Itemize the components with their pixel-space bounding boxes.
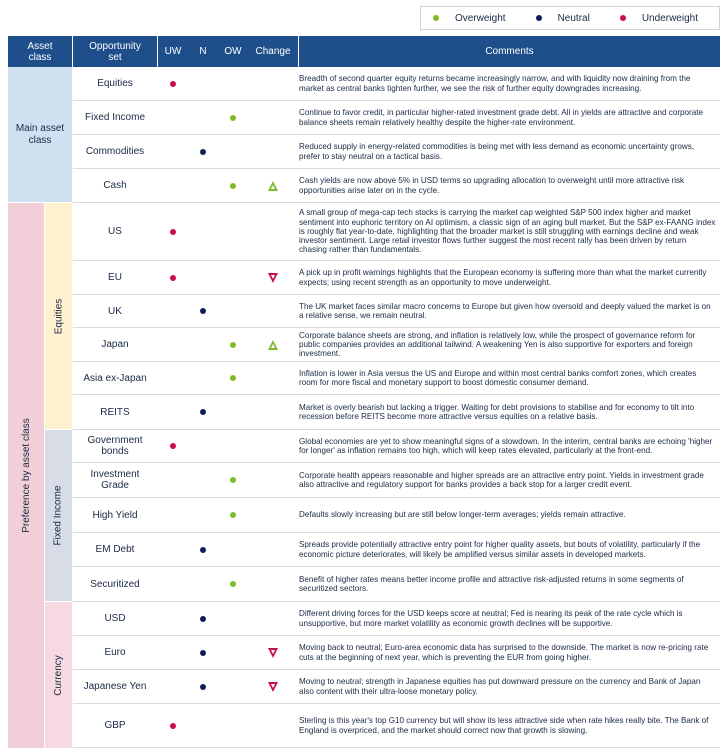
opportunity-name-reits: REITS	[100, 406, 130, 418]
n-cell	[188, 602, 218, 635]
ow-cell	[218, 169, 248, 202]
comment-text: Corporate health appears reasonable and higher spreads are an attractive entry point. Yields in investment grade also attractive and regulatory support for banks provides a back stop for a larger credit event.	[299, 470, 704, 489]
overweight-dot-icon	[433, 15, 439, 21]
comment-text: Cash yields are now above 5% in USD terms so upgrading allocation to overweight until more attractive risk opportunities arise later on in the cycle.	[299, 176, 685, 195]
uw-cell	[158, 430, 188, 462]
overweight-dot-icon	[230, 581, 236, 587]
n-cell	[188, 498, 218, 532]
legend-neutral	[536, 13, 590, 24]
table-row	[73, 567, 720, 602]
header-uw: UW	[158, 36, 188, 67]
n-cell	[188, 636, 218, 669]
uw-cell	[158, 567, 188, 601]
ow-cell	[218, 430, 248, 462]
opportunity-name-gbp: GBP	[104, 720, 126, 731]
change-cell	[248, 203, 298, 260]
n-cell	[188, 67, 218, 100]
legend-underweight	[620, 13, 698, 24]
n-cell	[188, 135, 218, 168]
legend-overweight-label: Overweight	[455, 12, 506, 24]
upgrade-triangle-icon	[268, 340, 278, 350]
neutral-dot-icon	[200, 616, 206, 622]
group-main-label: Main asset class	[15, 122, 65, 146]
table-row	[73, 261, 720, 295]
overweight-dot-icon	[230, 512, 236, 518]
table-row	[73, 203, 720, 261]
legend-underweight-label: Underweight	[641, 12, 698, 24]
table-row	[73, 135, 720, 169]
comment-text: Defaults slowly increasing but are still below longer-term averages; yields remain attractive.	[299, 510, 626, 520]
group-preference	[8, 203, 44, 748]
table-row	[73, 328, 720, 362]
table-row	[73, 362, 720, 395]
underweight-dot-icon	[170, 275, 176, 281]
underweight-dot-icon	[170, 443, 176, 449]
ow-cell	[218, 362, 248, 394]
uw-cell	[158, 704, 188, 747]
table-row	[73, 395, 720, 430]
comment-text: Different driving forces for the USD keeps score at neutral; Fed is nearing its peak of the rate cycle which is unsupportive, but more market volatility as economic growth declines will be supportive.	[299, 609, 683, 628]
group-equities-label: Equities	[53, 298, 65, 334]
neutral-dot-icon	[200, 409, 206, 415]
upgrade-triangle-icon	[268, 181, 278, 191]
change-cell	[248, 498, 298, 532]
n-cell	[188, 362, 218, 394]
ow-cell	[218, 498, 248, 532]
comment-text: Moving to neutral; strength in Japanese equities has put downward pressure on the currency and Bank of Japan also content with their ultra-loose monetary policy.	[299, 677, 701, 696]
change-cell	[248, 636, 298, 669]
ow-cell	[218, 395, 248, 429]
opportunity-name-us: US	[108, 226, 122, 237]
neutral-dot-icon	[200, 547, 206, 553]
group-main-asset-class	[8, 67, 72, 202]
legend-neutral-label: Neutral	[557, 12, 590, 24]
uw-cell	[158, 395, 188, 429]
opportunity-name-securitized: Securitized	[90, 578, 140, 590]
uw-cell	[158, 328, 188, 361]
table-row	[73, 101, 720, 135]
change-cell	[248, 328, 298, 361]
change-cell	[248, 295, 298, 327]
uw-cell	[158, 101, 188, 134]
table-row	[73, 704, 720, 748]
comment-text: Spreads provide potentially attractive entry point for higher quality assets, but bouts of volatility, particularly if the economic picture deteriorates, will likely be amplified versus similar assets in developed markets.	[299, 540, 701, 559]
uw-cell	[158, 261, 188, 294]
comment-text: Market is overly bearish but lacking a trigger. Waiting for debt provisions to stabilise and for economy to tilt into recession before REITS become more attractive versus equities on a relative basis.	[299, 402, 695, 421]
neutral-dot-icon	[200, 308, 206, 314]
n-cell	[188, 533, 218, 566]
uw-cell	[158, 463, 188, 497]
opportunity-name-commodities: Commodities	[85, 146, 145, 157]
n-cell	[188, 203, 218, 260]
opportunity-name-investment-grade: Investment Grade	[90, 469, 140, 491]
header-opportunity-set: Opportunity set	[73, 36, 157, 67]
overweight-dot-icon	[230, 375, 236, 381]
change-cell	[248, 430, 298, 462]
opportunity-name-high-yield: High Yield	[92, 509, 138, 521]
comment-text: Sterling is this year's top G10 currency but will show its less attractive side when rate hikes really bite. The Bank of England is overpriced, and the market should correct now that growth is slowing.	[299, 716, 709, 735]
header-comments: Comments	[299, 36, 720, 67]
ow-cell	[218, 67, 248, 100]
overweight-dot-icon	[230, 477, 236, 483]
opportunity-name-government-bonds: Government bonds	[87, 435, 143, 457]
table-row	[73, 295, 720, 328]
n-cell	[188, 169, 218, 202]
group-fixed-income	[45, 430, 72, 601]
group-equities	[45, 203, 72, 429]
uw-cell	[158, 602, 188, 635]
opportunity-name-em-debt: EM Debt	[95, 544, 135, 555]
table-row	[73, 463, 720, 498]
overweight-dot-icon	[230, 342, 236, 348]
ow-cell	[218, 203, 248, 260]
uw-cell	[158, 203, 188, 260]
neutral-dot-icon	[200, 650, 206, 656]
table-row	[73, 670, 720, 704]
table-row	[73, 636, 720, 670]
ow-cell	[218, 101, 248, 134]
table-row	[73, 602, 720, 636]
ow-cell	[218, 328, 248, 361]
opportunity-name-equities: Equities	[97, 78, 133, 89]
n-cell	[188, 463, 218, 497]
comment-text: Moving back to neutral; Euro-area economic data has surprised to the downside. The market is now re-pricing rate cuts at the beginning of next year, which is preventing the EUR from going higher.	[299, 643, 709, 662]
n-cell	[188, 328, 218, 361]
underweight-dot-icon	[170, 229, 176, 235]
change-cell	[248, 567, 298, 601]
comment-text: A pick up in profit warnings highlights that the European economy is suffering more than what the market currently expects; using recent strength as an opportunity to move underweight.	[299, 268, 707, 287]
change-cell	[248, 704, 298, 747]
comment-text: Global economies are yet to show meaningful signs of a slowdown. In the interim, central banks are echoing 'higher for longer' as inflation remains too high, which will keep rates elevated, particularly at the front-end.	[299, 436, 713, 455]
opportunity-name-eu: EU	[108, 272, 122, 283]
underweight-dot-icon	[170, 723, 176, 729]
uw-cell	[158, 135, 188, 168]
comment-text: Benefit of higher rates means better income profile and attractive risk-adjusted returns in some segments of securitized sectors.	[299, 574, 684, 593]
table-row	[73, 498, 720, 533]
underweight-dot-icon	[170, 81, 176, 87]
comment-text: Inflation is lower in Asia versus the US and Europe and within most central banks comfort zones, which creates room for more fiscal and monetary support to boost domestic consumer demand.	[299, 368, 697, 387]
group-currency-label: Currency	[53, 654, 65, 696]
opportunity-name-cash: Cash	[103, 180, 127, 191]
n-cell	[188, 567, 218, 601]
table-row	[73, 67, 720, 101]
group-preference-label: Preference by asset class	[20, 418, 32, 533]
ow-cell	[218, 602, 248, 635]
n-cell	[188, 101, 218, 134]
change-cell	[248, 101, 298, 134]
header-ow: OW	[218, 36, 248, 67]
n-cell	[188, 670, 218, 703]
change-cell	[248, 670, 298, 703]
ow-cell	[218, 463, 248, 497]
legend	[420, 6, 720, 30]
ow-cell	[218, 636, 248, 669]
uw-cell	[158, 67, 188, 100]
opportunity-name-japan: Japan	[101, 339, 129, 350]
opportunity-name-usd: USD	[104, 613, 126, 624]
neutral-dot-icon	[536, 15, 542, 21]
header-change: Change	[248, 36, 298, 67]
ow-cell	[218, 704, 248, 747]
downgrade-triangle-icon	[268, 682, 278, 692]
uw-cell	[158, 498, 188, 532]
overweight-dot-icon	[230, 183, 236, 189]
n-cell	[188, 261, 218, 294]
ow-cell	[218, 533, 248, 566]
ow-cell	[218, 670, 248, 703]
ow-cell	[218, 567, 248, 601]
uw-cell	[158, 533, 188, 566]
change-cell	[248, 463, 298, 497]
comment-text: Continue to favor credit, in particular higher-rated investment grade debt. All in yields are attractive and corporate balance sheets remain relatively healthy despite the higher-rate environment.	[299, 108, 704, 127]
table-row	[73, 169, 720, 203]
comment-text: Corporate balance sheets are strong, and inflation is relatively low, while the prospect of governance reform for public companies provides an additional tailwind. A weakening Yen is also supportive for exporters and foreign investment.	[299, 330, 696, 359]
change-cell	[248, 362, 298, 394]
ow-cell	[218, 295, 248, 327]
n-cell	[188, 295, 218, 327]
table-row	[73, 430, 720, 463]
opportunity-name-japanese-yen: Japanese Yen	[83, 681, 147, 692]
change-cell	[248, 395, 298, 429]
opportunity-name-fixed-income: Fixed Income	[84, 112, 146, 123]
neutral-dot-icon	[200, 149, 206, 155]
downgrade-triangle-icon	[268, 273, 278, 283]
downgrade-triangle-icon	[268, 648, 278, 658]
header-n: N	[188, 36, 218, 67]
change-cell	[248, 135, 298, 168]
header-asset-class: Asset class	[8, 36, 72, 67]
opportunity-name-uk: UK	[108, 305, 122, 317]
uw-cell	[158, 169, 188, 202]
n-cell	[188, 395, 218, 429]
uw-cell	[158, 295, 188, 327]
opportunity-name-euro: Euro	[104, 647, 126, 658]
overweight-dot-icon	[230, 115, 236, 121]
change-cell	[248, 261, 298, 294]
comment-text: A small group of mega-cap tech stocks is carrying the market cap weighted S&P 500 index higher and market sentiment into euphoric territory on AI optimism, a classic sign of an aging bull market. But the S&P ex-FAANG index is roughly flat year-to-date, highlighting that the broader market is still struggling with earnings decline and weak investor sentiment. Large retail investor flows further suggest the most recent rally has been driven by return chasing rather than fundamentals.	[299, 208, 716, 255]
comment-text: Breadth of second quarter equity returns became increasingly narrow, and with liquidity now draining from the market as central banks tighten further, we see the risk of further equity downgrades increasing.	[299, 74, 691, 93]
ow-cell	[218, 261, 248, 294]
table-row	[73, 533, 720, 567]
neutral-dot-icon	[200, 684, 206, 690]
change-cell	[248, 169, 298, 202]
group-currency	[45, 602, 72, 748]
change-cell	[248, 67, 298, 100]
underweight-dot-icon	[620, 15, 626, 21]
opportunity-name-asia-ex-japan: Asia ex-Japan	[83, 372, 147, 384]
uw-cell	[158, 670, 188, 703]
uw-cell	[158, 362, 188, 394]
ow-cell	[218, 135, 248, 168]
group-fixed-income-label: Fixed Income	[53, 485, 64, 546]
comment-text: Reduced supply in energy-related commodities is being met with less demand as economic uncertainty grows, prefer to stay neutral on a tactical basis.	[299, 142, 694, 161]
uw-cell	[158, 636, 188, 669]
legend-overweight	[433, 13, 506, 24]
n-cell	[188, 704, 218, 747]
change-cell	[248, 602, 298, 635]
change-cell	[248, 533, 298, 566]
n-cell	[188, 430, 218, 462]
comment-text: The UK market faces similar macro concerns to Europe but given how oversold and deeply valued the market is on a relative sense, we remain neutral.	[299, 301, 711, 320]
